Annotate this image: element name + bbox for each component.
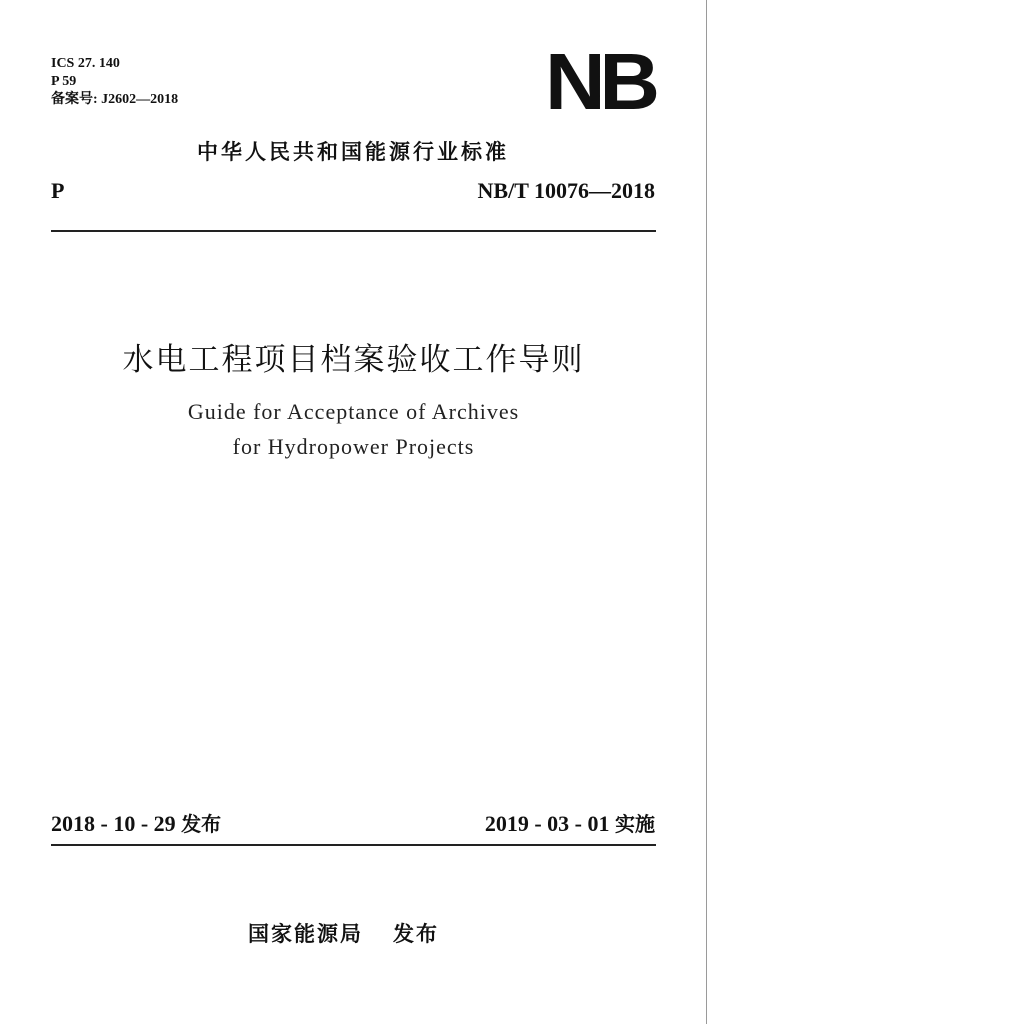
metadata-block	[51, 55, 178, 109]
publisher-block	[248, 918, 439, 948]
classification-code: P	[51, 178, 65, 203]
title-english	[51, 394, 656, 464]
implementation-label: 实施	[615, 812, 655, 836]
ics-code: ICS 27. 140	[51, 56, 120, 71]
page-edge-divider	[706, 0, 707, 1024]
title-english-line2: for Hydropower Projects	[232, 434, 475, 459]
title-chinese: 水电工程项目档案验收工作导则	[122, 342, 585, 378]
nb-logo: NB	[545, 37, 654, 126]
ccs-code: P 59	[51, 74, 77, 89]
publisher-label: 发布	[393, 922, 439, 946]
top-divider	[51, 230, 656, 232]
standard-category-text: 中华人民共和国能源行业标准	[197, 140, 509, 164]
standard-number: NB/T 10076—2018	[477, 178, 655, 203]
title-english-line1: Guide for Acceptance of Archives	[187, 399, 520, 424]
issue-date: 2018 - 10 - 29	[51, 811, 176, 836]
bottom-divider	[51, 844, 656, 846]
implementation-date: 2019 - 03 - 01	[484, 811, 610, 836]
publisher-name: 国家能源局	[248, 922, 363, 946]
filing-number: 备案号: J2602—2018	[51, 92, 179, 107]
issue-date-block	[51, 808, 221, 837]
issue-label: 发布	[181, 812, 222, 836]
implementation-date-block	[485, 808, 655, 837]
standard-category	[0, 136, 706, 166]
